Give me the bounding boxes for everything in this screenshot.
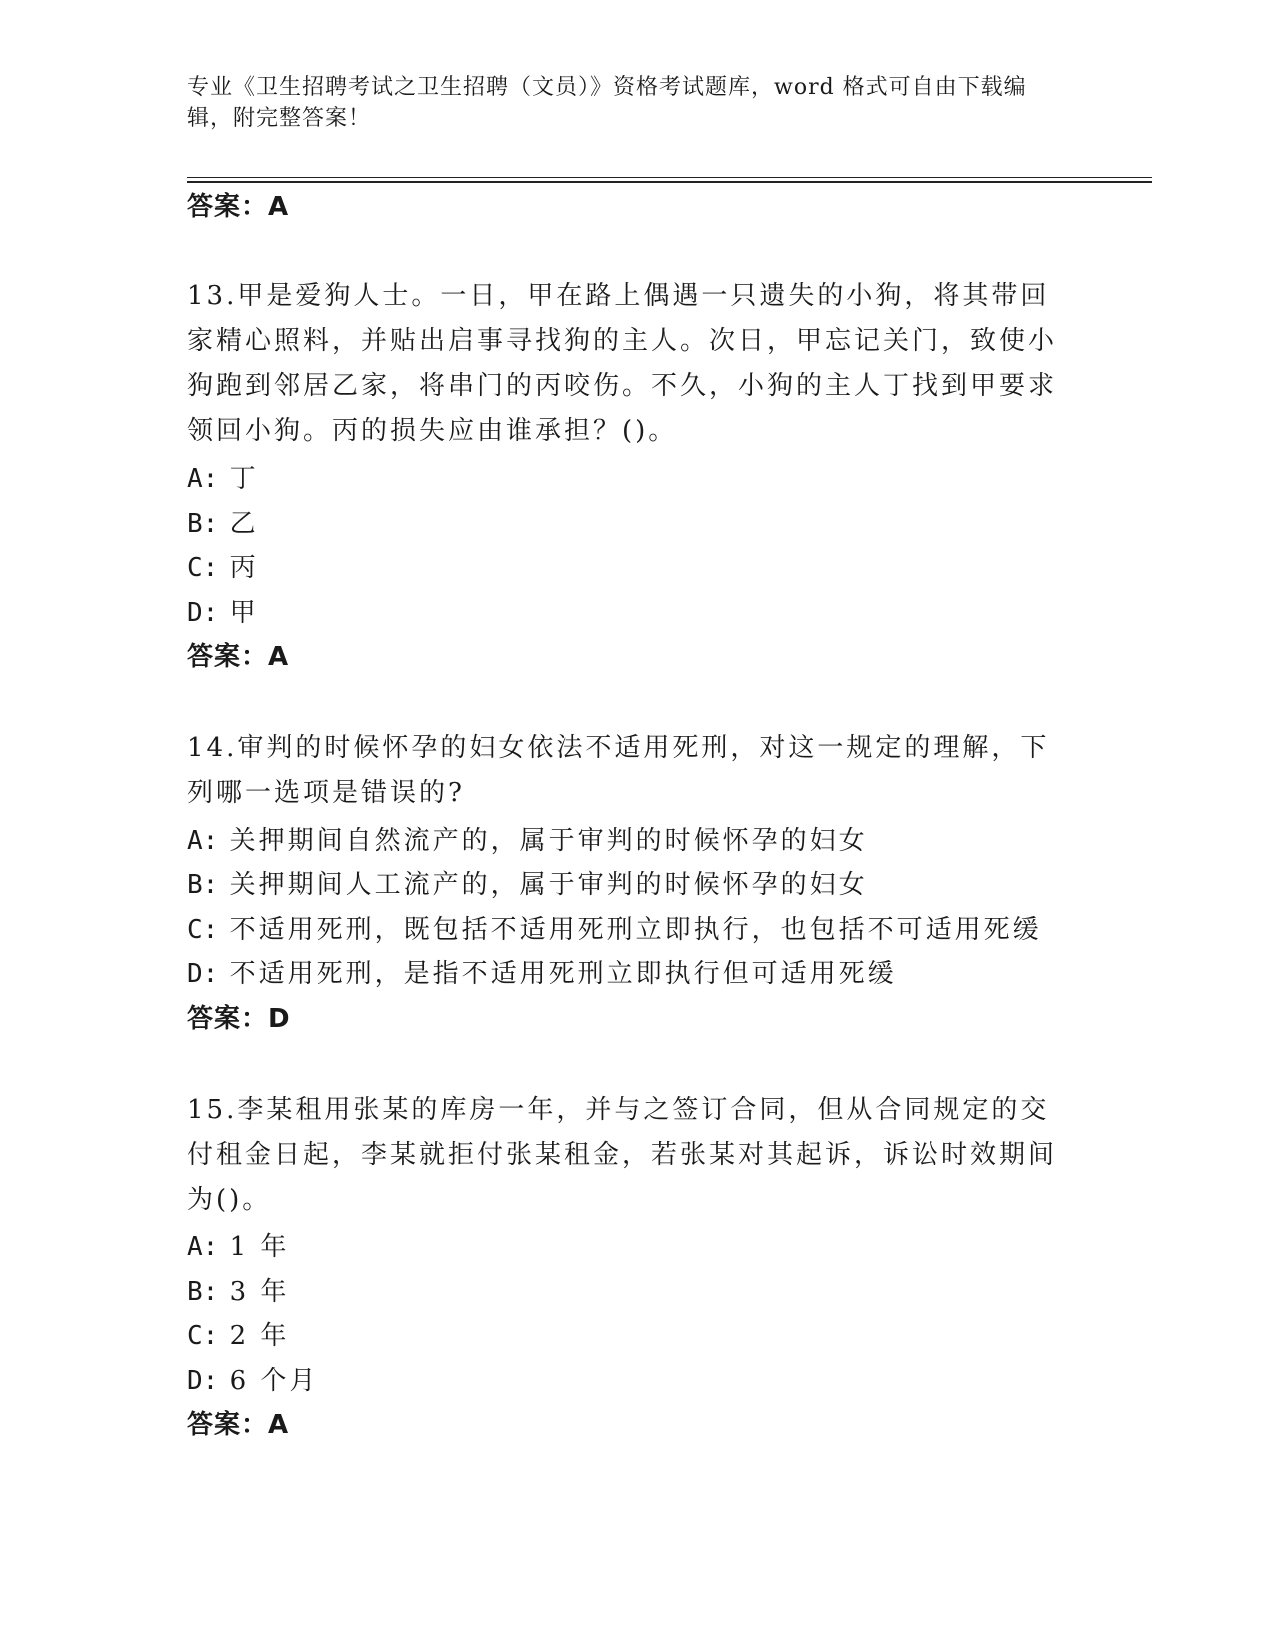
question-13-option-a: A: 丁 [187, 464, 259, 494]
question-14-option-d: D: 不适用死刑，是指不适用死刑立即执行但可适用死缓 [187, 959, 897, 989]
question-15-stem: 15.李某租用张某的库房一年，并与之签订合同，但从合同规定的交付租金日起，李某就拒付张某租金，若张某对其起诉，诉讼时效期间为()。 [187, 1095, 1058, 1215]
question-14-option-a: A: 关押期间自然流产的，属于审判的时候怀孕的妇女 [187, 826, 868, 856]
question-13-answer: 答案：A [187, 642, 290, 672]
question-14-option-b: B: 关押期间人工流产的，属于审判的时候怀孕的妇女 [187, 870, 868, 900]
question-14-stem: 14.审判的时候怀孕的妇女依法不适用死刑，对这一规定的理解，下列哪一选项是错误的? [187, 733, 1050, 808]
document-header: 专业《卫生招聘考试之卫生招聘（文员）》资格考试题库，word 格式可自由下载编辑，附完整答案！ [187, 75, 1027, 131]
question-15-option-d: D: 6 个月 [187, 1366, 319, 1396]
question-14-option-c: C: 不适用死刑，既包括不适用死刑立即执行，也包括不可适用死缓 [187, 915, 1042, 945]
question-13-option-d: D: 甲 [187, 598, 259, 628]
question-15-option-a: A: 1 年 [187, 1232, 290, 1262]
question-13-option-c: C: 丙 [187, 553, 259, 583]
header-rule-thick [187, 181, 1152, 183]
question-13-option-b: B: 乙 [187, 509, 259, 539]
answer-prev: 答案：A [187, 192, 290, 222]
question-15-option-c: C: 2 年 [187, 1321, 290, 1351]
header-rule-thin [187, 177, 1152, 178]
question-15-answer: 答案：A [187, 1410, 290, 1440]
question-15-option-b: B: 3 年 [187, 1277, 290, 1307]
question-13-stem: 13.甲是爱狗人士。一日，甲在路上偶遇一只遗失的小狗，将其带回家精心照料，并贴出启事寻找狗的主人。次日，甲忘记关门，致使小狗跑到邻居乙家，将串门的丙咬伤。不久，小狗的主人丁找到甲要求领回小狗。丙的损失应由谁承担？()。 [187, 281, 1058, 446]
question-14-answer: 答案：D [187, 1004, 291, 1034]
